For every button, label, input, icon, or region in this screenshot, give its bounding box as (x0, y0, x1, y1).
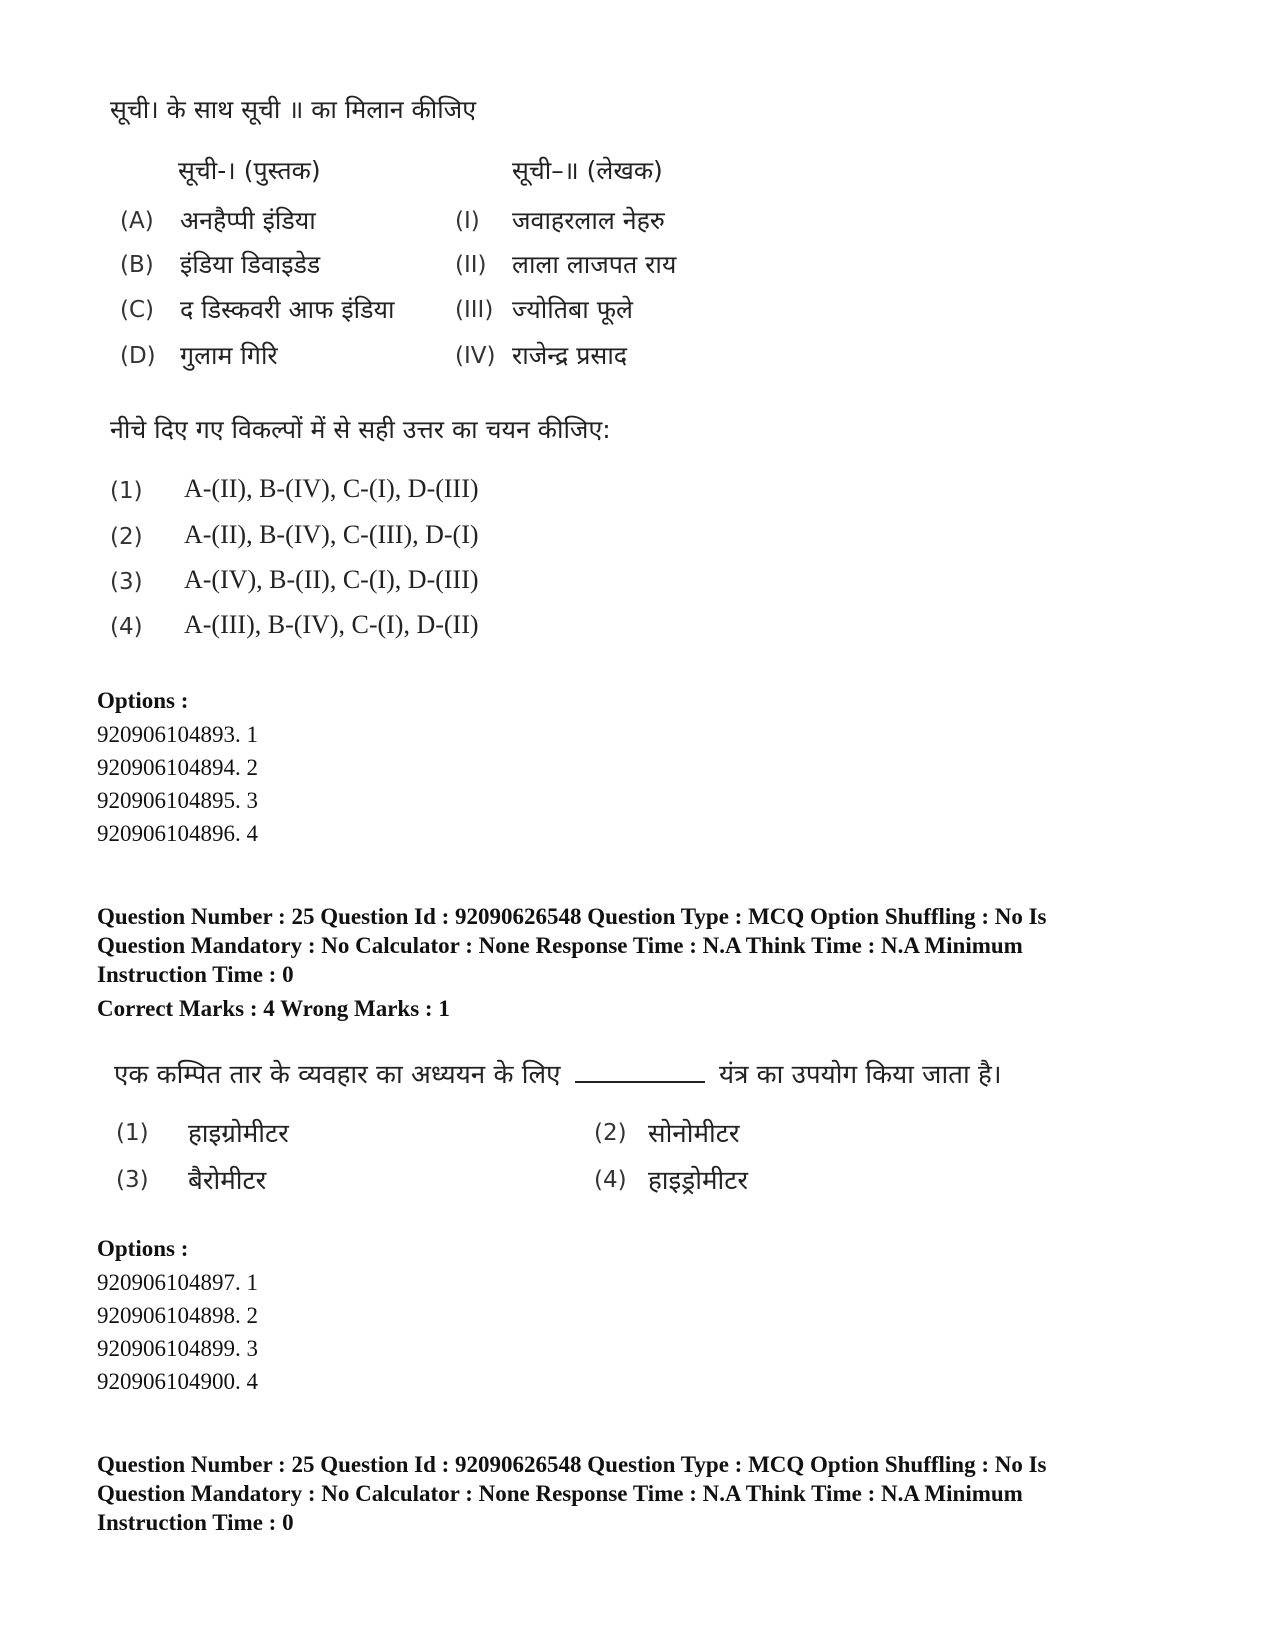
q25-blank (575, 1059, 705, 1083)
list2-label-iv: (IV) (455, 343, 496, 369)
q24-choice-num-3: (3) (110, 569, 143, 595)
q25-choice-num-1: (1) (116, 1120, 149, 1146)
list2-label-ii: (II) (455, 252, 487, 278)
q25-choice-num-3: (3) (116, 1167, 149, 1193)
list1-label-c: (C) (120, 297, 155, 323)
q25-option-2: 920906104898. 2 (97, 1303, 258, 1328)
list1-header: सूची-। (पुस्तक) (178, 156, 321, 185)
q25-question-before: एक कम्पित तार के व्यवहार का अध्ययन के लिए (114, 1060, 561, 1090)
q25-question (114, 1055, 1002, 1091)
q24-option-4: 920906104896. 4 (97, 821, 258, 846)
q25-meta-line3: Instruction Time : 0 (97, 962, 294, 987)
q24-choice-num-1: (1) (110, 478, 143, 504)
q24-instruction: नीचे दिए गए विकल्पों में से सही उत्तर का चयन कीजिए: (110, 415, 611, 444)
q26-meta-line3: Instruction Time : 0 (97, 1510, 294, 1535)
list2-item-i: जवाहरलाल नेहरु (512, 206, 665, 235)
list2-label-iii: (III) (455, 297, 494, 323)
q25-choice-1: हाइग्रोमीटर (188, 1119, 289, 1149)
q24-choice-1: A-(II), B-(IV), C-(I), D-(III) (184, 474, 479, 503)
list1-item-a: अनहैप्पी इंडिया (180, 206, 316, 235)
list2-header: सूची–॥ (लेखक) (512, 156, 663, 185)
q24-option-3: 920906104895. 3 (97, 788, 258, 813)
q24-options-label: Options : (97, 688, 189, 713)
list2-item-iii: ज्योतिबा फूले (512, 295, 633, 324)
list2-item-iv: राजेन्द्र प्रसाद (512, 341, 628, 370)
q24-choice-4: A-(III), B-(IV), C-(I), D-(II) (184, 610, 479, 639)
q26-meta (97, 1450, 1197, 1537)
q24-choice-num-2: (2) (110, 524, 143, 550)
list2-item-ii: लाला लाजपत राय (512, 250, 677, 279)
q24-choice-3: A-(IV), B-(II), C-(I), D-(III) (184, 565, 479, 594)
list1-item-b: इंडिया डिवाइडेड (180, 250, 321, 279)
q25-option-3: 920906104899. 3 (97, 1336, 258, 1361)
q24-option-1: 920906104893. 1 (97, 722, 258, 747)
q26-meta-line2: Question Mandatory : No Calculator : None Response Time : N.A Think Time : N.A Minimum (97, 1481, 1023, 1506)
q24-option-2: 920906104894. 2 (97, 755, 258, 780)
q24-prompt: सूची। के साथ सूची ॥ का मिलान कीजिए (110, 95, 477, 124)
q25-marks: Correct Marks : 4 Wrong Marks : 1 (97, 996, 450, 1021)
q25-option-1: 920906104897. 1 (97, 1270, 258, 1295)
q25-meta-line2: Question Mandatory : No Calculator : None Response Time : N.A Think Time : N.A Minimum (97, 933, 1023, 958)
q25-choice-num-2: (2) (594, 1120, 627, 1146)
list1-item-d: गुलाम गिरि (180, 341, 278, 370)
list1-label-a: (A) (120, 208, 154, 234)
q25-option-4: 920906104900. 4 (97, 1369, 258, 1394)
q25-meta (97, 902, 1197, 989)
list1-label-b: (B) (120, 252, 154, 278)
q25-choice-4: हाइड्रोमीटर (648, 1166, 748, 1196)
list1-item-c: द डिस्कवरी आफ इंडिया (180, 295, 395, 324)
q25-meta-line1: Question Number : 25 Question Id : 92090626548 Question Type : MCQ Option Shuffling : No Is (97, 904, 1047, 929)
q24-choice-2: A-(II), B-(IV), C-(III), D-(I) (184, 520, 479, 549)
q25-question-after: यंत्र का उपयोग किया जाता है। (718, 1060, 1002, 1090)
q25-options-label: Options : (97, 1236, 189, 1261)
q25-choice-num-4: (4) (594, 1167, 627, 1193)
q25-choice-3: बैरोमीटर (188, 1166, 267, 1196)
list1-label-d: (D) (120, 343, 156, 369)
q25-choice-2: सोनोमीटर (648, 1119, 740, 1149)
list2-label-i: (I) (455, 208, 480, 234)
q26-meta-line1: Question Number : 25 Question Id : 92090626548 Question Type : MCQ Option Shuffling : No Is (97, 1452, 1047, 1477)
q24-choice-num-4: (4) (110, 614, 143, 640)
